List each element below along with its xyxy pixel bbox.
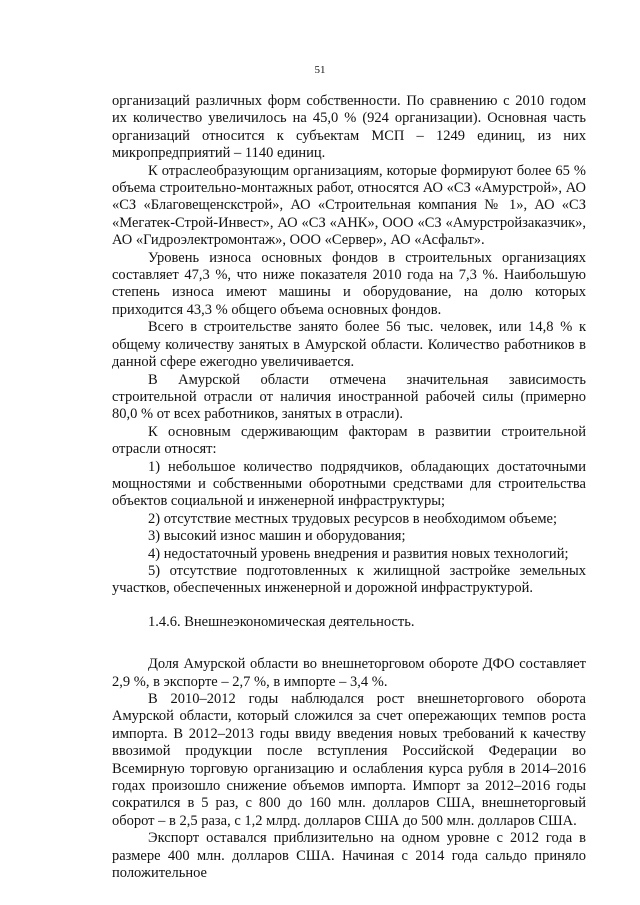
list-item-constraint-4: 4) недостаточный уровень внедрения и развития новых технологий;	[148, 545, 569, 562]
paragraph-constraints-intro: К основным сдерживающим факторам в развитии строительной отрасли относят:	[112, 423, 586, 458]
paragraph-foreign-labor: В Амурской области отмечена значительная зависимость строительной отрасли от наличия иностранной рабочей силы (примерно 80,0 % от всех работников, занятых в отрасли).	[112, 371, 586, 423]
paragraph-employment: Всего в строительстве занято более 56 тыс. человек, или 14,8 % к общему количеству занятых в Амурской области. Количество работников в данной сфере ежегодно увеличивается.	[112, 319, 586, 371]
paragraph-trade-dynamics: В 2010–2012 годы наблюдался рост внешнеторгового оборота Амурской области, который сложился за счет опережающих темпов роста импорта. В 2012–2013 годы ввиду введения новых требований к качеству ввозимой продукции после вступления Российской Федерации во Всемирную торговую организацию и ослабления курса рубля в 2014–2016 годах произошло снижение объемов импорта. Импорт за 2012–2016 годы сократился в 5 раз, с 800 до 160 млн. долларов США, внешнеторговый оборот – в 2,5 раза, с 1,2 млрд. долларов США до 500 млн. долларов США.	[112, 691, 586, 829]
list-item-constraint-3: 3) высокий износ машин и оборудования;	[148, 528, 406, 545]
paragraph-continuation: организаций различных форм собственности. По сравнению с 2010 годом их количество увеличилось на 45,0 % (924 организации). Основная часть организаций относится к субъектам МСП – 1249 единиц, из них микропредприятий – 1140 единиц.	[112, 93, 586, 162]
paragraph-dfo-share: Доля Амурской области во внешнеторговом обороте ДФО составляет 2,9 %, в экспорте – 2,7 %, в импорте – 3,4 %.	[112, 656, 586, 690]
paragraph-key-organizations: К отраслеобразующим организациям, которые формируют более 65 % объема строительно-монтажных работ, относятся АО «СЗ «Амурстрой», АО «СЗ «Благовещенскстрой», АО «Строительная компания № 1», АО «СЗ «Мегатек-Строй-Инвест», АО «СЗ «АНК», ООО «СЗ «Амурстройзаказчик», АО «Гидроэлектромонтаж», ООО «Сервер», АО «Асфальт».	[112, 162, 586, 249]
page-number: 51	[314, 64, 326, 76]
section-heading: 1.4.6. Внешнеэкономическая деятельность.	[148, 613, 415, 630]
list-item-constraint-2: 2) отсутствие местных трудовых ресурсов в необходимом объеме;	[148, 510, 557, 527]
paragraph-fixed-assets-wear: Уровень износа основных фондов в строительных организациях составляет 47,3 %, что ниже показателя 2010 года на 7,3 %. Наибольшую степень износа имеют машины и оборудование, на долю которых приходится 43,3 % общего объема основных фондов.	[112, 249, 586, 318]
list-item-constraint-5: 5) отсутствие подготовленных к жилищной застройке земельных участков, обеспеченных инженерной и дорожной инфраструктурой.	[112, 562, 586, 597]
paragraph-export: Экспорт оставался приблизительно на одном уровне с 2012 года в размере 400 млн. долларов США. Начиная с 2014 года сальдо приняло положительное	[112, 830, 586, 882]
list-item-constraint-1: 1) небольшое количество подрядчиков, обладающих достаточными мощностями и собственными оборотными средствами для строительства объектов социальной и инженерной инфраструктуры;	[112, 458, 586, 510]
document-body	[112, 93, 586, 882]
